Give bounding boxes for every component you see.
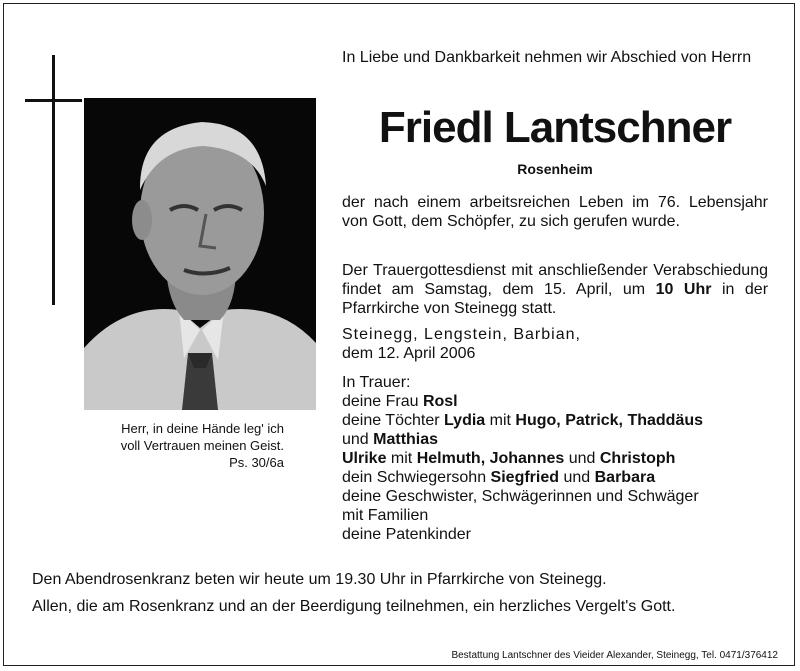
mourner-line: und Matthias bbox=[342, 431, 439, 448]
deceased-name: Friedl Lantschner bbox=[378, 103, 732, 152]
quote-line: voll Vertrauen meinen Geist. bbox=[120, 438, 284, 453]
mourners-list bbox=[342, 373, 768, 544]
mourner-line: dein Schwiegersohn Siegfried und Barbara bbox=[342, 469, 656, 486]
portrait-photo bbox=[84, 98, 316, 410]
intro-text: In Liebe und Dankbarkeit nehmen wir Abschied von Herrn bbox=[342, 49, 752, 66]
mourners-heading: In Trauer: bbox=[342, 374, 411, 391]
service-text: Der Trauergottesdienst mit anschließender Verabschiedung findet am Samstag, dem 15. April, um bbox=[342, 262, 768, 298]
funeral-home-footer: Bestattung Lantschner des Vieider Alexander, Steinegg, Tel. 0471/376412 bbox=[451, 650, 778, 661]
mourner-line: deine Geschwister, Schwägerinnen und Schwäger bbox=[342, 488, 699, 505]
cross-icon-bar bbox=[25, 99, 82, 102]
thanks-notice: Allen, die am Rosenkranz und an der Beerdigung teilnehmen, ein herzliches Vergelt's Gott. bbox=[32, 598, 676, 615]
mourner-line: mit Familien bbox=[342, 507, 429, 524]
mourner-line: deine Frau Rosl bbox=[342, 393, 458, 410]
mourner-line: deine Patenkinder bbox=[342, 526, 471, 543]
cross-icon bbox=[52, 55, 55, 305]
rosary-notice: Den Abendrosenkranz beten wir heute um 19.30 Uhr in Pfarrkirche von Steinegg. bbox=[32, 571, 607, 588]
death-paragraph: der nach einem arbeitsreichen Leben im 76. Lebensjahr von Gott, dem Schöpfer, zu sich gerufen wurde. bbox=[342, 194, 768, 230]
quote-line: Herr, in deine Hände leg' ich bbox=[121, 421, 284, 436]
service-text-end: in der Pfarrkirche von Steinegg statt. bbox=[342, 281, 769, 317]
quote-reference: Ps. 30/6a bbox=[229, 455, 284, 470]
service-paragraph bbox=[342, 261, 768, 318]
service-time: 10 Uhr bbox=[655, 281, 712, 298]
date-line: dem 12. April 2006 bbox=[342, 345, 476, 362]
location-line: Steinegg, Lengstein, Barbian, bbox=[342, 326, 581, 343]
deceased-place: Rosenheim bbox=[517, 161, 593, 177]
mourner-line: Ulrike mit Helmuth, Johannes und Christoph bbox=[342, 450, 676, 467]
location-date bbox=[342, 325, 768, 363]
psalm-quote bbox=[84, 420, 284, 471]
mourner-line: deine Töchter Lydia mit Hugo, Patrick, Thaddäus bbox=[342, 412, 704, 429]
